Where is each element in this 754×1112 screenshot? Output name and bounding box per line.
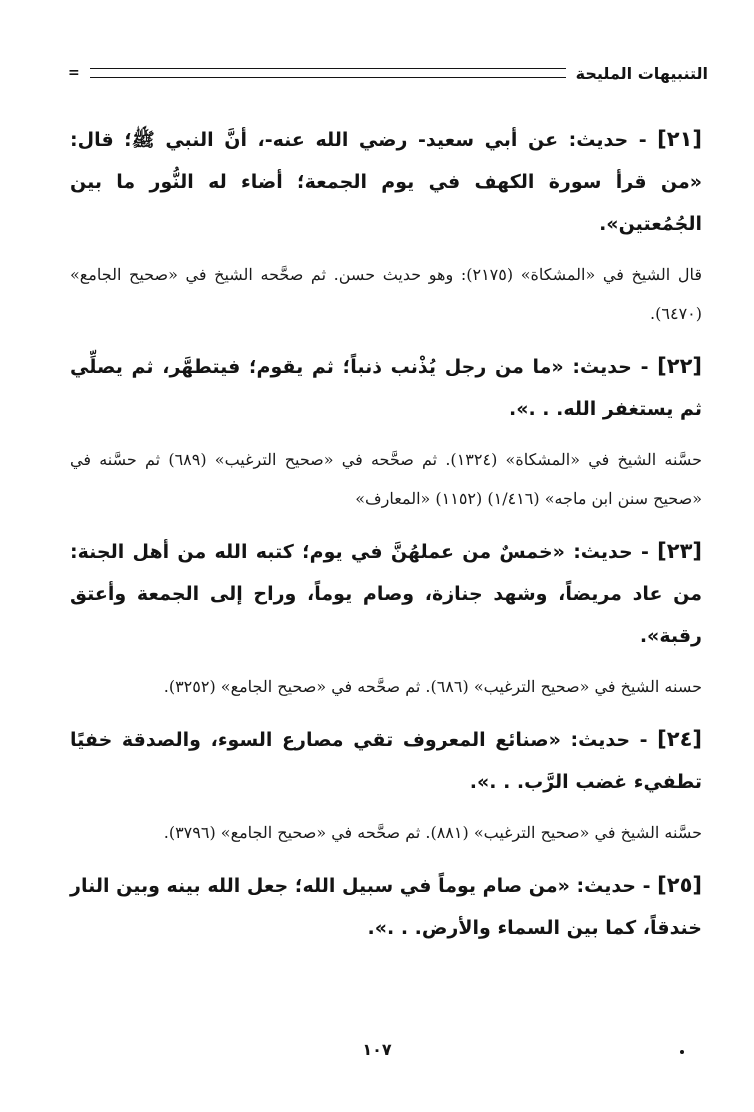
hadith-24 bbox=[70, 718, 702, 803]
running-header bbox=[68, 58, 708, 88]
header-double-rule bbox=[90, 68, 566, 78]
verdict-23: حسنه الشيخ في «صحيح الترغيب» (٦٨٦). ثم صحَّحه في «صحيح الجامع» (٣٢٥٢). bbox=[163, 677, 702, 696]
hadith-text: - حديث: «صنائع المعروف تقي مصارع السوء، والصدقة خفيًا تطفيء غضب الرَّب. . .». bbox=[70, 729, 702, 793]
verdict-22: حسَّنه الشيخ في «المشكاة» (١٣٢٤). ثم صحَّحه في «صحيح الترغيب» (٦٨٩) ثم حسَّنه في «صحيح سنن ابن ماجه» (١/٤١٦) (١١٥٢) «المعارف» bbox=[70, 450, 703, 508]
hadith-text: - حديث: عن أبي سعيد- رضي الله عنه-، أنَّ النبي ﷺ؛ قال: «من قرأ سورة الكهف في يوم الجمعة؛ أضاء له النُّور ما بين الجُمُعتين». bbox=[70, 129, 702, 235]
hadith-text: - حديث: «من صام يوماً في سبيل الله؛ جعل الله بينه وبين النار خندقاً، كما بين السماء والأرض. . .». bbox=[70, 875, 702, 939]
footer-dot-mark bbox=[680, 1050, 684, 1054]
hadith-21 bbox=[70, 118, 702, 245]
hadith-text: - حديث: «ما من رجل يُذْنب ذنباً؛ ثم يقوم؛ فيتطهَّر، ثم يصلِّي ثم يستغفر الله. . .». bbox=[70, 356, 702, 420]
hadith-number: [٢٢] bbox=[657, 354, 702, 378]
header-eq-sign: = bbox=[68, 65, 80, 81]
hadith-number: [٢١] bbox=[657, 127, 702, 151]
page-footer bbox=[0, 1040, 754, 1070]
hadith-23 bbox=[70, 530, 702, 657]
hadith-25 bbox=[70, 864, 702, 949]
verdict-21: قال الشيخ في «المشكاة» (٢١٧٥): وهو حديث حسن. ثم صحَّحه الشيخ في «صحيح الجامع» (٦٤٧٠). bbox=[70, 265, 702, 323]
page-content bbox=[70, 118, 702, 959]
hadith-22 bbox=[70, 345, 702, 430]
page-number: ١٠٧ bbox=[362, 1040, 392, 1059]
hadith-number: [٢٥] bbox=[657, 873, 702, 897]
verdict-24: حسَّنه الشيخ في «صحيح الترغيب» (٨٨١). ثم صحَّحه في «صحيح الجامع» (٣٧٩٦). bbox=[163, 823, 702, 842]
hadith-text: - حديث: «خمسٌ من عملهُنَّ في يوم؛ كتبه الله من أهل الجنة: من عاد مريضاً، وشهد جنازة، وصام يوماً، وراح إلى الجمعة وأعتق رقبة». bbox=[70, 541, 702, 647]
header-title: التنبيهات المليحة bbox=[575, 63, 708, 83]
hadith-number: [٢٣] bbox=[657, 539, 702, 563]
hadith-number: [٢٤] bbox=[657, 727, 702, 751]
